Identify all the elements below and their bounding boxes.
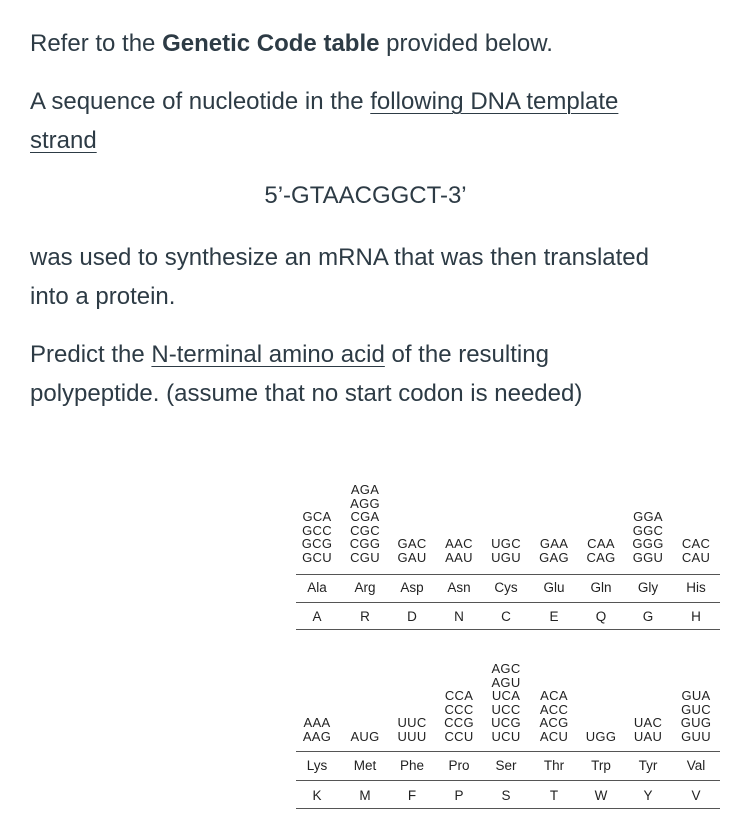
codon-column-asp bbox=[394, 537, 430, 564]
codon: CGU bbox=[350, 549, 380, 565]
amino-acid-one-letter: H bbox=[691, 609, 701, 624]
amino-acid-one-letter: R bbox=[360, 609, 370, 624]
codon: GAG bbox=[539, 549, 569, 565]
divider bbox=[296, 808, 720, 809]
amino-acid-three-letter: Trp bbox=[591, 758, 611, 773]
codon: UCG bbox=[491, 715, 521, 730]
codon: GCA bbox=[302, 509, 332, 524]
amino-acid-one-letter: P bbox=[454, 788, 464, 803]
amino-acid-one-letter: A bbox=[312, 609, 322, 624]
codon-block-top bbox=[296, 472, 720, 564]
codon: UAU bbox=[633, 728, 663, 744]
codon: ACG bbox=[539, 715, 569, 730]
codon: ACU bbox=[539, 728, 569, 744]
codon: GCC bbox=[302, 522, 332, 538]
amino-acid-three-letter: Asn bbox=[447, 580, 471, 595]
codon-column-ser bbox=[488, 662, 524, 743]
codon: AGC bbox=[491, 661, 521, 676]
amino-acid-three-letter: Arg bbox=[354, 580, 376, 595]
dna-template-link-cont[interactable]: strand bbox=[30, 127, 97, 154]
codon-column-pro bbox=[441, 689, 477, 743]
codon-column-gly bbox=[630, 510, 666, 564]
n-terminal-link[interactable]: N-terminal amino acid bbox=[151, 341, 385, 368]
dna-template-link[interactable]: following DNA template bbox=[370, 88, 619, 115]
codon: ACC bbox=[539, 701, 569, 717]
codon-block-bottom bbox=[296, 648, 720, 743]
codon: GCG bbox=[301, 536, 333, 551]
codon: AUG bbox=[350, 728, 380, 744]
amino-acid-three-letter: Thr bbox=[543, 758, 565, 773]
amino-acid-three-letter: Ser bbox=[495, 758, 517, 773]
codon: GGA bbox=[633, 509, 663, 524]
codon: GAA bbox=[539, 536, 569, 551]
amino-acid-three-letter: Val bbox=[686, 758, 706, 773]
codon: UUC bbox=[397, 715, 427, 730]
codon: AAC bbox=[445, 536, 473, 551]
amino-acid-three-letter: Lys bbox=[306, 758, 328, 773]
codon-column-asn bbox=[441, 537, 477, 564]
genetic-code-table-label: Genetic Code table bbox=[162, 30, 380, 57]
codon-column-val bbox=[678, 689, 714, 743]
codon: CAU bbox=[681, 549, 711, 565]
amino-acid-one-letter: Y bbox=[643, 788, 653, 803]
amino-acid-three-letter: Gly bbox=[637, 580, 659, 595]
codon: GGU bbox=[632, 549, 664, 565]
divider bbox=[296, 574, 720, 575]
codon: UGC bbox=[491, 536, 521, 551]
codon-column-gln bbox=[583, 537, 619, 564]
codon: UGG bbox=[585, 728, 617, 744]
amino-acid-three-letter: Pro bbox=[448, 758, 470, 773]
divider bbox=[296, 751, 720, 752]
codon: CCU bbox=[444, 728, 474, 744]
codon-column-cys bbox=[488, 537, 524, 564]
codon-column-thr bbox=[536, 689, 572, 743]
amino-acid-one-letter: G bbox=[642, 609, 654, 624]
codon-column-met bbox=[347, 730, 383, 744]
codon: AGG bbox=[350, 495, 380, 511]
codon: CCG bbox=[444, 715, 474, 730]
prediction-question: Predict the N-terminal amino acid of the resulting polypeptide. (assume that no start codon is needed) bbox=[30, 341, 583, 407]
three-letter-row-bottom bbox=[296, 758, 720, 776]
amino-acid-one-letter: C bbox=[501, 609, 511, 624]
codon: GUU bbox=[681, 728, 711, 744]
amino-acid-one-letter: W bbox=[594, 788, 608, 803]
amino-acid-one-letter: T bbox=[549, 788, 559, 803]
amino-acid-three-letter: Met bbox=[353, 758, 377, 773]
amino-acid-three-letter: Tyr bbox=[638, 758, 658, 773]
codon: CGA bbox=[350, 509, 380, 524]
codon: CCA bbox=[444, 688, 474, 703]
codon: UCC bbox=[491, 701, 521, 717]
codon: UAC bbox=[633, 715, 663, 730]
amino-acid-three-letter: Glu bbox=[543, 580, 565, 595]
divider bbox=[296, 780, 720, 781]
codon: GUC bbox=[681, 701, 711, 717]
codon: CGC bbox=[350, 522, 380, 538]
codon: ACA bbox=[540, 688, 568, 703]
codon: CGG bbox=[349, 536, 381, 551]
codon-column-ala bbox=[299, 510, 335, 564]
codon-column-phe bbox=[394, 716, 430, 743]
amino-acid-three-letter: His bbox=[686, 580, 706, 595]
codon: CAA bbox=[587, 536, 615, 551]
amino-acid-one-letter: E bbox=[549, 609, 559, 624]
amino-acid-one-letter: M bbox=[359, 788, 371, 803]
codon-column-tyr bbox=[630, 716, 666, 743]
codon: GGG bbox=[632, 536, 664, 551]
amino-acid-one-letter: V bbox=[691, 788, 701, 803]
codon-column-lys bbox=[299, 716, 335, 743]
sequence-intro: A sequence of nucleotide in the following DNA template strand bbox=[30, 88, 619, 154]
codon-column-glu bbox=[536, 537, 572, 564]
dna-sequence: 5’-GTAACGGCT-3’ bbox=[264, 182, 467, 209]
codon: CCC bbox=[444, 701, 474, 717]
codon: AAA bbox=[303, 715, 331, 730]
codon: GCU bbox=[302, 549, 332, 565]
three-letter-row-top bbox=[296, 580, 720, 598]
amino-acid-three-letter: Asp bbox=[400, 580, 424, 595]
amino-acid-three-letter: Gln bbox=[590, 580, 612, 595]
codon: CAG bbox=[586, 549, 616, 565]
instruction-line: Refer to the Genetic Code table provided below. bbox=[30, 30, 553, 57]
amino-acid-one-letter: K bbox=[312, 788, 322, 803]
amino-acid-one-letter: F bbox=[407, 788, 417, 803]
codon: GUA bbox=[681, 688, 711, 703]
divider bbox=[296, 629, 720, 630]
codon: AGU bbox=[491, 674, 521, 690]
genetic-code-table-top bbox=[296, 472, 720, 622]
amino-acid-three-letter: Phe bbox=[399, 758, 425, 773]
synthesis-text: was used to synthesize an mRNA that was then translated into a protein. bbox=[30, 244, 649, 310]
genetic-code-table-bottom bbox=[296, 648, 720, 818]
codon-column-trp bbox=[583, 730, 619, 744]
codon-column-arg bbox=[347, 483, 383, 564]
codon: UCU bbox=[491, 728, 521, 744]
amino-acid-three-letter: Ala bbox=[307, 580, 327, 595]
codon: GUG bbox=[680, 715, 712, 730]
one-letter-row-top bbox=[296, 609, 720, 627]
codon: UGU bbox=[491, 549, 521, 565]
codon: UCA bbox=[491, 688, 521, 703]
codon-column-his bbox=[678, 537, 714, 564]
codon: AAG bbox=[302, 728, 332, 744]
amino-acid-three-letter: Cys bbox=[494, 580, 518, 595]
codon: UUU bbox=[397, 728, 427, 744]
amino-acid-one-letter: Q bbox=[595, 609, 607, 624]
codon: GAU bbox=[397, 549, 427, 565]
amino-acid-one-letter: S bbox=[501, 788, 511, 803]
codon: AGA bbox=[350, 482, 380, 497]
divider bbox=[296, 602, 720, 603]
one-letter-row-bottom bbox=[296, 788, 720, 806]
codon: GAC bbox=[397, 536, 427, 551]
amino-acid-one-letter: D bbox=[407, 609, 417, 624]
codon: GGC bbox=[632, 522, 664, 538]
codon: AAU bbox=[445, 549, 473, 565]
amino-acid-one-letter: N bbox=[454, 609, 464, 624]
codon: CAC bbox=[681, 536, 711, 551]
